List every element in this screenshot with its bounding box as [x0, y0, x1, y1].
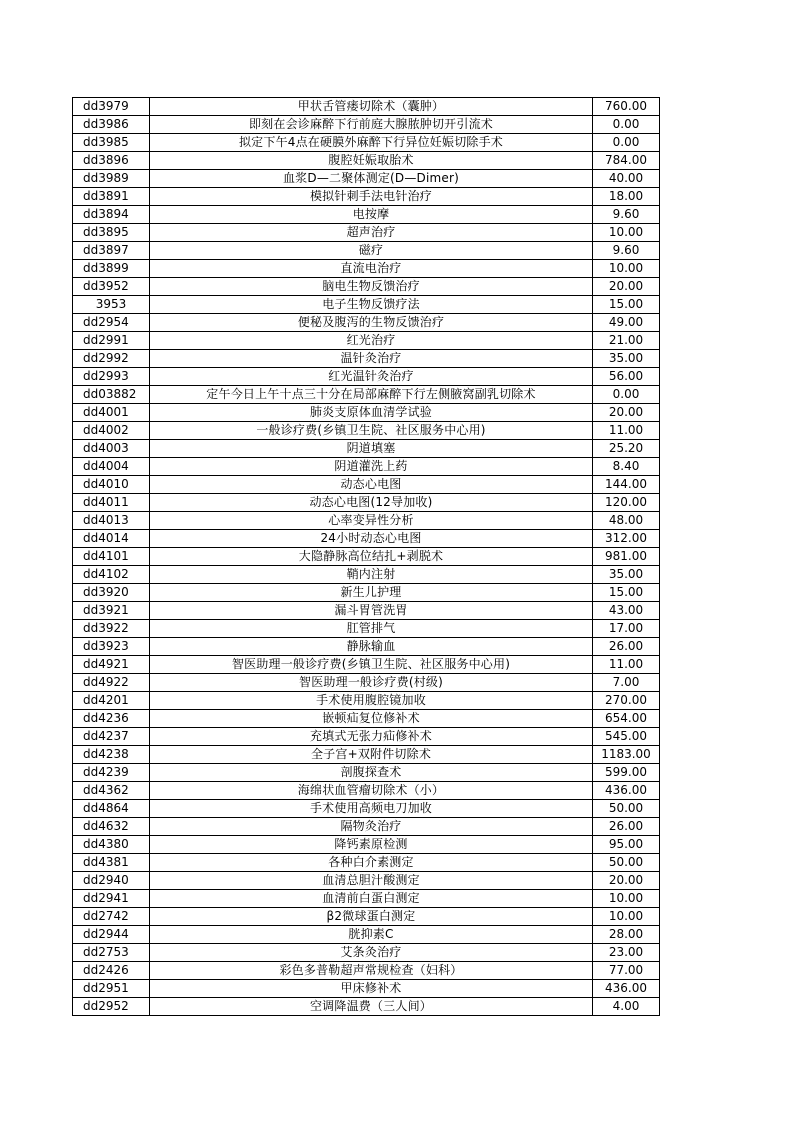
- table-row: [73, 998, 660, 1016]
- item-name-cell: 电子生物反馈疗法: [150, 296, 593, 314]
- item-name-cell: 甲状舌管瘘切除术（囊肿）: [150, 98, 593, 116]
- item-code-cell: dd3979: [73, 98, 150, 116]
- item-price-cell: 9.60: [593, 242, 660, 260]
- item-price-cell: 20.00: [593, 872, 660, 890]
- table-row: [73, 134, 660, 152]
- table-row: [73, 926, 660, 944]
- item-name-cell: 漏斗胃管洗胃: [150, 602, 593, 620]
- item-price-cell: 9.60: [593, 206, 660, 224]
- item-name-cell: 动态心电图(12导加收): [150, 494, 593, 512]
- item-name-cell: 胱抑素C: [150, 926, 593, 944]
- item-code-cell: dd4864: [73, 800, 150, 818]
- item-price-cell: 0.00: [593, 386, 660, 404]
- table-row: [73, 674, 660, 692]
- item-code-cell: dd4632: [73, 818, 150, 836]
- table-row: [73, 584, 660, 602]
- table-row: [73, 116, 660, 134]
- item-price-cell: 10.00: [593, 224, 660, 242]
- item-code-cell: dd4381: [73, 854, 150, 872]
- item-name-cell: 模拟针刺手法电针治疗: [150, 188, 593, 206]
- item-code-cell: 3953: [73, 296, 150, 314]
- table-row: [73, 710, 660, 728]
- item-code-cell: dd3897: [73, 242, 150, 260]
- item-name-cell: 定午今日上午十点三十分在局部麻醉下行左侧腋窝副乳切除术: [150, 386, 593, 404]
- table-row: [73, 494, 660, 512]
- item-name-cell: 静脉输血: [150, 638, 593, 656]
- item-code-cell: dd4921: [73, 656, 150, 674]
- item-price-cell: 26.00: [593, 818, 660, 836]
- table-row: [73, 728, 660, 746]
- item-code-cell: dd3989: [73, 170, 150, 188]
- item-price-cell: 8.40: [593, 458, 660, 476]
- item-price-cell: 11.00: [593, 656, 660, 674]
- table-row: [73, 638, 660, 656]
- item-price-cell: 50.00: [593, 800, 660, 818]
- item-name-cell: 便秘及腹泻的生物反馈治疗: [150, 314, 593, 332]
- item-code-cell: dd4237: [73, 728, 150, 746]
- item-name-cell: 鞘内注射: [150, 566, 593, 584]
- item-name-cell: 空调降温费（三人间）: [150, 998, 593, 1016]
- item-price-cell: 436.00: [593, 782, 660, 800]
- item-name-cell: 手术使用高频电刀加收: [150, 800, 593, 818]
- item-name-cell: 电按摩: [150, 206, 593, 224]
- item-name-cell: 手术使用腹腔镜加收: [150, 692, 593, 710]
- table-row: [73, 746, 660, 764]
- table-row: [73, 980, 660, 998]
- table-row: [73, 170, 660, 188]
- table-row: [73, 530, 660, 548]
- item-name-cell: 心率变异性分析: [150, 512, 593, 530]
- item-price-cell: 312.00: [593, 530, 660, 548]
- item-code-cell: dd3921: [73, 602, 150, 620]
- table-row: [73, 782, 660, 800]
- table-row: [73, 656, 660, 674]
- item-code-cell: dd4011: [73, 494, 150, 512]
- table-row: [73, 404, 660, 422]
- item-name-cell: 阴道填塞: [150, 440, 593, 458]
- item-name-cell: 超声治疗: [150, 224, 593, 242]
- item-name-cell: 血浆D—二聚体测定(D—Dimer): [150, 170, 593, 188]
- item-code-cell: dd3922: [73, 620, 150, 638]
- item-name-cell: 大隐静脉高位结扎+剥脱术: [150, 548, 593, 566]
- item-code-cell: dd3899: [73, 260, 150, 278]
- item-name-cell: 新生儿护理: [150, 584, 593, 602]
- item-name-cell: 24小时动态心电图: [150, 530, 593, 548]
- item-code-cell: dd2991: [73, 332, 150, 350]
- item-price-cell: 15.00: [593, 296, 660, 314]
- table-row: [73, 332, 660, 350]
- item-name-cell: 艾条灸治疗: [150, 944, 593, 962]
- item-price-cell: 20.00: [593, 278, 660, 296]
- item-code-cell: dd2753: [73, 944, 150, 962]
- table-row: [73, 512, 660, 530]
- item-code-cell: dd03882: [73, 386, 150, 404]
- item-name-cell: 智医助理一般诊疗费(村级): [150, 674, 593, 692]
- item-code-cell: dd2426: [73, 962, 150, 980]
- item-code-cell: dd2993: [73, 368, 150, 386]
- item-price-cell: 50.00: [593, 854, 660, 872]
- item-price-cell: 4.00: [593, 998, 660, 1016]
- table-row: [73, 224, 660, 242]
- item-price-cell: 10.00: [593, 260, 660, 278]
- table-row: [73, 206, 660, 224]
- item-price-cell: 23.00: [593, 944, 660, 962]
- table-row: [73, 548, 660, 566]
- item-code-cell: dd3985: [73, 134, 150, 152]
- item-code-cell: dd2944: [73, 926, 150, 944]
- item-price-cell: 1183.00: [593, 746, 660, 764]
- item-price-cell: 25.20: [593, 440, 660, 458]
- item-name-cell: 红光治疗: [150, 332, 593, 350]
- table-row: [73, 836, 660, 854]
- item-name-cell: 磁疗: [150, 242, 593, 260]
- item-price-cell: 760.00: [593, 98, 660, 116]
- item-price-cell: 17.00: [593, 620, 660, 638]
- table-row: [73, 944, 660, 962]
- item-name-cell: 腹腔妊娠取胎术: [150, 152, 593, 170]
- item-code-cell: dd3923: [73, 638, 150, 656]
- table-row: [73, 566, 660, 584]
- item-price-cell: 28.00: [593, 926, 660, 944]
- table-row: [73, 458, 660, 476]
- item-price-cell: 49.00: [593, 314, 660, 332]
- table-row: [73, 854, 660, 872]
- item-price-cell: 144.00: [593, 476, 660, 494]
- table-row: [73, 314, 660, 332]
- item-price-cell: 21.00: [593, 332, 660, 350]
- item-code-cell: dd4014: [73, 530, 150, 548]
- item-name-cell: 嵌顿疝复位修补术: [150, 710, 593, 728]
- item-code-cell: dd4001: [73, 404, 150, 422]
- item-name-cell: 降钙素原检测: [150, 836, 593, 854]
- item-code-cell: dd3895: [73, 224, 150, 242]
- item-name-cell: 隔物灸治疗: [150, 818, 593, 836]
- item-name-cell: 甲床修补术: [150, 980, 593, 998]
- item-code-cell: dd4013: [73, 512, 150, 530]
- item-price-cell: 981.00: [593, 548, 660, 566]
- item-code-cell: dd3896: [73, 152, 150, 170]
- table-row: [73, 872, 660, 890]
- item-code-cell: dd2954: [73, 314, 150, 332]
- item-name-cell: 彩色多普勒超声常规检查（妇科）: [150, 962, 593, 980]
- item-name-cell: 剖腹探查术: [150, 764, 593, 782]
- item-price-cell: 120.00: [593, 494, 660, 512]
- item-name-cell: β2微球蛋白测定: [150, 908, 593, 926]
- item-code-cell: dd4380: [73, 836, 150, 854]
- table-row: [73, 98, 660, 116]
- table-row: [73, 386, 660, 404]
- item-code-cell: dd3920: [73, 584, 150, 602]
- item-code-cell: dd4002: [73, 422, 150, 440]
- table-row: [73, 818, 660, 836]
- item-price-cell: 436.00: [593, 980, 660, 998]
- item-name-cell: 动态心电图: [150, 476, 593, 494]
- fee-table: [72, 97, 660, 1016]
- table-row: [73, 602, 660, 620]
- item-name-cell: 肺炎支原体血清学试验: [150, 404, 593, 422]
- table-row: [73, 908, 660, 926]
- item-price-cell: 654.00: [593, 710, 660, 728]
- item-code-cell: dd4201: [73, 692, 150, 710]
- item-price-cell: 48.00: [593, 512, 660, 530]
- table-row: [73, 242, 660, 260]
- item-price-cell: 7.00: [593, 674, 660, 692]
- item-code-cell: dd4362: [73, 782, 150, 800]
- item-price-cell: 77.00: [593, 962, 660, 980]
- item-code-cell: dd4101: [73, 548, 150, 566]
- table-row: [73, 440, 660, 458]
- item-code-cell: dd4102: [73, 566, 150, 584]
- item-name-cell: 充填式无张力疝修补术: [150, 728, 593, 746]
- table-row: [73, 296, 660, 314]
- item-code-cell: dd4010: [73, 476, 150, 494]
- item-name-cell: 温针灸治疗: [150, 350, 593, 368]
- item-price-cell: 15.00: [593, 584, 660, 602]
- item-price-cell: 18.00: [593, 188, 660, 206]
- item-price-cell: 784.00: [593, 152, 660, 170]
- item-code-cell: dd2992: [73, 350, 150, 368]
- item-name-cell: 全子宫+双附件切除术: [150, 746, 593, 764]
- item-code-cell: dd2941: [73, 890, 150, 908]
- item-code-cell: dd3986: [73, 116, 150, 134]
- item-price-cell: 10.00: [593, 908, 660, 926]
- item-price-cell: 545.00: [593, 728, 660, 746]
- item-code-cell: dd3952: [73, 278, 150, 296]
- item-code-cell: dd2742: [73, 908, 150, 926]
- table-row: [73, 692, 660, 710]
- item-code-cell: dd2952: [73, 998, 150, 1016]
- table-row: [73, 476, 660, 494]
- item-price-cell: 35.00: [593, 566, 660, 584]
- item-name-cell: 各种白介素测定: [150, 854, 593, 872]
- item-code-cell: dd2951: [73, 980, 150, 998]
- item-name-cell: 红光温针灸治疗: [150, 368, 593, 386]
- item-code-cell: dd2940: [73, 872, 150, 890]
- fee-table-body: [73, 98, 660, 1016]
- item-code-cell: dd3891: [73, 188, 150, 206]
- item-name-cell: 拟定下午4点在硬膜外麻醉下行异位妊娠切除手术: [150, 134, 593, 152]
- table-row: [73, 368, 660, 386]
- table-row: [73, 764, 660, 782]
- item-price-cell: 56.00: [593, 368, 660, 386]
- item-code-cell: dd4238: [73, 746, 150, 764]
- item-price-cell: 599.00: [593, 764, 660, 782]
- item-name-cell: 阴道灌洗上药: [150, 458, 593, 476]
- item-price-cell: 43.00: [593, 602, 660, 620]
- item-name-cell: 血清总胆汁酸测定: [150, 872, 593, 890]
- item-name-cell: 血清前白蛋白测定: [150, 890, 593, 908]
- item-code-cell: dd4236: [73, 710, 150, 728]
- table-row: [73, 890, 660, 908]
- item-price-cell: 40.00: [593, 170, 660, 188]
- item-name-cell: 一般诊疗费(乡镇卫生院、社区服务中心用): [150, 422, 593, 440]
- table-row: [73, 800, 660, 818]
- table-row: [73, 350, 660, 368]
- item-name-cell: 海绵状血管瘤切除术（小）: [150, 782, 593, 800]
- table-row: [73, 620, 660, 638]
- item-name-cell: 直流电治疗: [150, 260, 593, 278]
- table-row: [73, 278, 660, 296]
- item-price-cell: 11.00: [593, 422, 660, 440]
- item-name-cell: 肛管排气: [150, 620, 593, 638]
- table-row: [73, 422, 660, 440]
- item-price-cell: 20.00: [593, 404, 660, 422]
- item-price-cell: 0.00: [593, 116, 660, 134]
- item-price-cell: 0.00: [593, 134, 660, 152]
- table-row: [73, 152, 660, 170]
- item-price-cell: 10.00: [593, 890, 660, 908]
- item-name-cell: 智医助理一般诊疗费(乡镇卫生院、社区服务中心用): [150, 656, 593, 674]
- item-price-cell: 35.00: [593, 350, 660, 368]
- item-code-cell: dd4003: [73, 440, 150, 458]
- item-code-cell: dd4004: [73, 458, 150, 476]
- item-price-cell: 95.00: [593, 836, 660, 854]
- item-price-cell: 270.00: [593, 692, 660, 710]
- item-name-cell: 脑电生物反馈治疗: [150, 278, 593, 296]
- item-name-cell: 即刻在会诊麻醉下行前庭大腺脓肿切开引流术: [150, 116, 593, 134]
- item-code-cell: dd3894: [73, 206, 150, 224]
- table-row: [73, 260, 660, 278]
- table-row: [73, 188, 660, 206]
- item-code-cell: dd4922: [73, 674, 150, 692]
- item-code-cell: dd4239: [73, 764, 150, 782]
- table-row: [73, 962, 660, 980]
- item-price-cell: 26.00: [593, 638, 660, 656]
